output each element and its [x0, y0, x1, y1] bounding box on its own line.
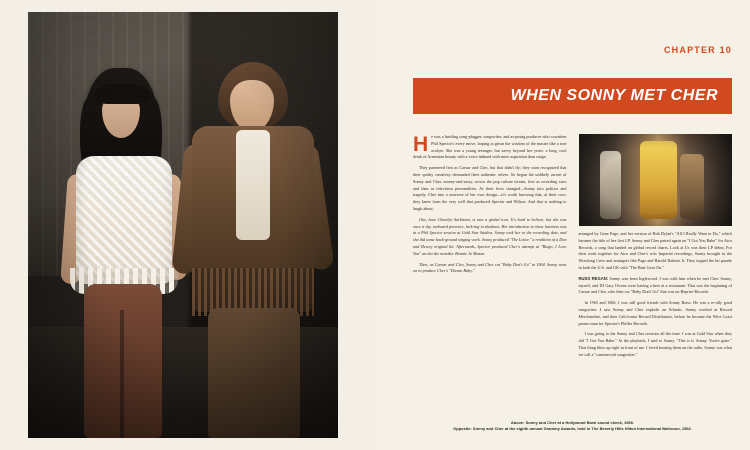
caption-line-opposite: Opposite: Sonny and Cher at the eighth annual Grammy Awards, held in The Beverly Hills Hilton International Ballroom, 1966. [453, 426, 692, 431]
paragraph-2: They partnered first as Caesar and Cleo, but that didn't fly; they soon recognized that their quirky creativity demanded their authentic selves. So began the unlikely ascent of Sonny and Cher, money-and-sassy, across the pop culture terrain, first as recording stars and then as television personalities. As their lives changed—Sonny into politics and tragedy, Cher into a universe of her own design—it's worth knowing that, at their core, they knew from the very well that produced Spector and Wilson. And that is nothing to laugh about. [413, 165, 567, 211]
quote-paragraph-1-text: Sonny was from Inglewood. I was with him when he met Cher. Sonny, myself, and DJ Gary Owens were having a beer at a restaurant. That was the beginning of Caesar and Cleo, who then cut "Baby Don't Go" that was on Reprise Records. [578, 275, 733, 295]
full-page-photograph [28, 12, 338, 438]
photo-caption [413, 420, 732, 432]
quote-paragraph-3: I was going to the Sonny and Cher sessions all the time. I was at Gold Star when they did "I Got You Babe." At the playback, I said to Sonny, "This is it. Sonny. You're gone." That thing blew up right in front of me. I loved hearing them on the radio. Sonny was what we call a "commercial songwriter." [578, 331, 732, 357]
paragraph-opening [413, 134, 567, 161]
article-body [413, 134, 732, 406]
caption-line-above: Above: Sonny and Cher at a Hollywood Bowl sound check, 1966. [510, 420, 635, 425]
quote-paragraph-2: In 1965 and 1966, I was still good friends with Sonny Bono. He was a re-ally good songwriter. I saw Sonny and Cher explode on Atlantic. Sonny worked at Record Merchandise, and then Cali-fornia Record Distributors, before he became the West Coast promo man for Spector's Philles Records. [578, 300, 732, 326]
figure-woman [60, 38, 190, 438]
inset-photograph [579, 134, 733, 226]
man-trousers [208, 308, 300, 438]
paragraph-opening-text: e was a hustling song-plugger, songwriter, and as-piring producer who cowritten Phil Spector's every move, hoping to glean the wisdom of the master like a true acolyte. She was a young teenager, but savvy beyond her years: a long, cool drink of Armenian beauty with a voice imbued with more aspiration than range. [413, 134, 567, 160]
woman-lace-top [76, 156, 172, 284]
quote-paragraph-1 [579, 276, 733, 296]
quote-speaker-name: RUSS REGAN: [578, 275, 609, 281]
figure-man [178, 18, 328, 438]
chapter-title: WHEN SONNY MET CHER [510, 87, 718, 104]
chapter-number-label: CHAPTER 10 [663, 45, 732, 55]
woman-fringe [94, 84, 150, 104]
right-page [375, 0, 750, 450]
inset-photo-vignette [579, 134, 733, 226]
paragraph-4: Then, as Caesar and Cleo, Sonny and Cher cut "Baby Don't Go" in 1964. Sonny went on to produce Cher's "Dream Baby," [413, 261, 567, 274]
drop-cap: H [413, 133, 429, 156]
chapter-title-banner [413, 78, 732, 114]
woman-trousers [84, 284, 162, 438]
paragraph-3: One, bare Charilyn Sarkisian, is now a global icon. It's hard to believe, but she was once a shy, awkward presence, lurk-ing in shadows. Her introduction to show business was at a Phil Spector session at Gold Star Studios. Sonny took her to the recording date, and she did some back-ground singing work. Sonny produced "The Letter," a rendition of a Don and Dewey original hit. Afterwards, Spector produced Cher's attempt at "Ringo, I Love You" un-der the moniker Bonnie Jo Mason. [413, 216, 567, 256]
paragraph-5: arranged by Gene Page, and her version of Bob Dylan's "All I Really Want to Do," which became the title of her first LP. Sonny and Cher paired again on "I Got You Babe" for Atco Records, a song that landed on global record charts. Look at Us was their LP debut. For their work together for Atco and Cher's solo Imperial recordings, Sonny brought in the Wrecking Crew and arrangers like Page and Harold Battiste Jr. They topped the hit parade in both the U.S. and UK with "The Beat Goes On." [578, 231, 732, 270]
man-shirt [236, 130, 270, 240]
